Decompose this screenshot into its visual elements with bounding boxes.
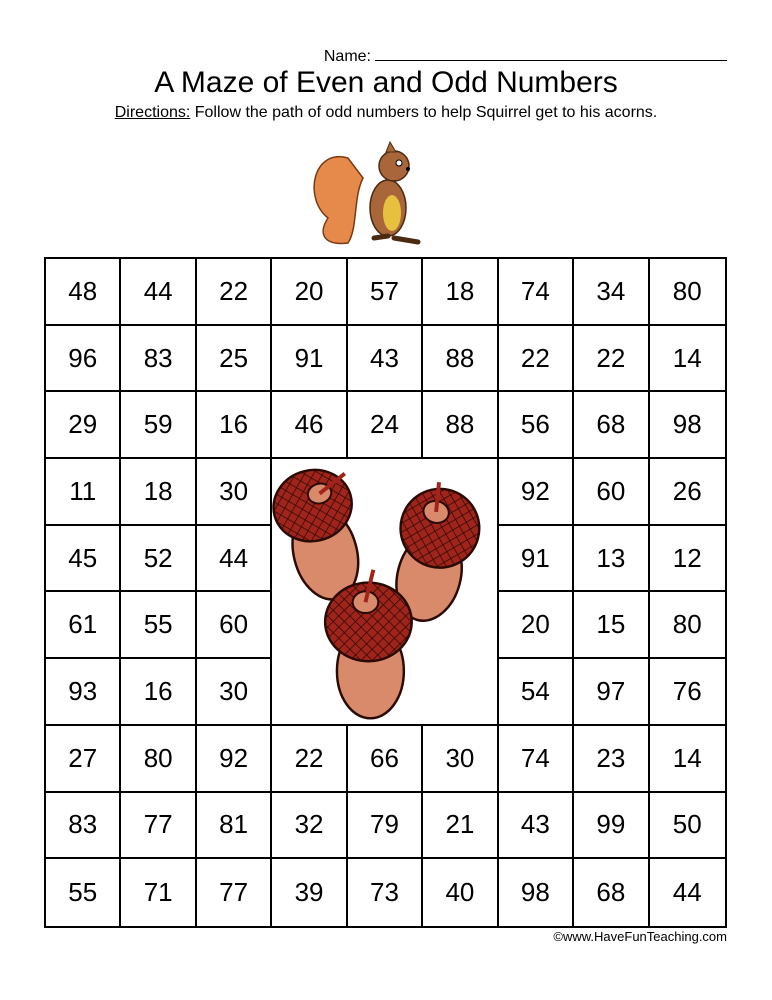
maze-cell: 23 — [574, 726, 649, 793]
maze-cell: 96 — [46, 326, 121, 393]
maze-cell: 26 — [650, 459, 725, 526]
directions-text: Follow the path of odd numbers to help Squirrel get to his acorns. — [190, 104, 658, 121]
maze-cell: 97 — [574, 659, 649, 726]
maze-cell: 91 — [272, 326, 347, 393]
maze-cell: 80 — [650, 259, 725, 326]
maze-cell: 61 — [46, 592, 121, 659]
maze-cell: 92 — [499, 459, 574, 526]
maze-cell: 43 — [499, 793, 574, 860]
maze-cell: 56 — [499, 392, 574, 459]
maze-cell: 29 — [46, 392, 121, 459]
maze-cell: 22 — [499, 326, 574, 393]
maze-cell: 60 — [197, 592, 272, 659]
maze-cell: 15 — [574, 592, 649, 659]
maze-cell: 30 — [197, 659, 272, 726]
maze-cell: 34 — [574, 259, 649, 326]
maze-cell: 60 — [574, 459, 649, 526]
maze-cell: 30 — [423, 726, 498, 793]
maze-cell: 50 — [650, 793, 725, 860]
maze-cell: 93 — [46, 659, 121, 726]
maze-cell: 46 — [272, 392, 347, 459]
maze-cell: 57 — [348, 259, 423, 326]
maze-cell: 91 — [499, 526, 574, 593]
maze-cell: 45 — [46, 526, 121, 593]
maze-cell: 44 — [197, 526, 272, 593]
maze-cell: 11 — [46, 459, 121, 526]
maze-grid — [44, 257, 727, 928]
maze-cell: 18 — [423, 259, 498, 326]
maze-cell: 55 — [46, 859, 121, 926]
maze-cell: 88 — [423, 392, 498, 459]
name-label: Name: — [323, 48, 371, 65]
maze-cell: 79 — [348, 793, 423, 860]
maze-cell: 40 — [423, 859, 498, 926]
maze-cell: 68 — [574, 859, 649, 926]
squirrel-illustration — [308, 138, 428, 253]
maze-cell: 52 — [121, 526, 196, 593]
maze-cell: 66 — [348, 726, 423, 793]
maze-cell: 99 — [574, 793, 649, 860]
maze-cell: 12 — [650, 526, 725, 593]
maze-cell: 54 — [499, 659, 574, 726]
maze-cell: 24 — [348, 392, 423, 459]
maze-cell: 32 — [272, 793, 347, 860]
maze-cell: 88 — [423, 326, 498, 393]
maze-cell: 27 — [46, 726, 121, 793]
maze-cell: 81 — [197, 793, 272, 860]
maze-cell: 18 — [121, 459, 196, 526]
maze-cell: 44 — [121, 259, 196, 326]
acorn-icon — [272, 459, 496, 724]
maze-cell: 16 — [197, 392, 272, 459]
maze-cell: 39 — [272, 859, 347, 926]
name-field[interactable] — [324, 46, 727, 66]
maze-cell: 80 — [121, 726, 196, 793]
maze-cell: 98 — [499, 859, 574, 926]
page-title: A Maze of Even and Odd Numbers — [154, 66, 618, 99]
maze-cell: 83 — [121, 326, 196, 393]
maze-cell: 80 — [650, 592, 725, 659]
maze-cell: 98 — [650, 392, 725, 459]
maze-cell: 43 — [348, 326, 423, 393]
acorns-illustration — [272, 459, 498, 726]
maze-cell: 44 — [672, 877, 702, 908]
directions-label: Directions: — [114, 104, 191, 121]
maze-cell: 68 — [574, 392, 649, 459]
maze-cell: 30 — [197, 459, 272, 526]
maze-cell: 22 — [272, 726, 347, 793]
maze-cell: 22 — [197, 259, 272, 326]
maze-cell: 14 — [650, 726, 725, 793]
maze-cell: 59 — [121, 392, 196, 459]
copyright: ©www.HaveFunTeaching.com — [553, 929, 727, 944]
maze-cell: 74 — [499, 259, 574, 326]
maze-cell: 76 — [650, 659, 725, 726]
maze-cell: 77 — [121, 793, 196, 860]
maze-cell: 20 — [272, 259, 347, 326]
maze-cell: 55 — [121, 592, 196, 659]
maze-cell: 77 — [197, 859, 272, 926]
maze-cell: 16 — [121, 659, 196, 726]
maze-cell: 48 — [46, 259, 121, 326]
maze-cell: 22 — [574, 326, 649, 393]
maze-cell: 92 — [197, 726, 272, 793]
maze-cell: 73 — [348, 859, 423, 926]
name-line[interactable] — [375, 46, 727, 61]
directions — [0, 104, 772, 122]
maze-cell: 14 — [650, 326, 725, 393]
maze-cell: 25 — [197, 326, 272, 393]
maze-cell: 20 — [499, 592, 574, 659]
maze-cell: 71 — [121, 859, 196, 926]
maze-cell: 21 — [423, 793, 498, 860]
maze-cell: 13 — [574, 526, 649, 593]
maze-cell: 74 — [499, 726, 574, 793]
maze-cell: 83 — [46, 793, 121, 860]
